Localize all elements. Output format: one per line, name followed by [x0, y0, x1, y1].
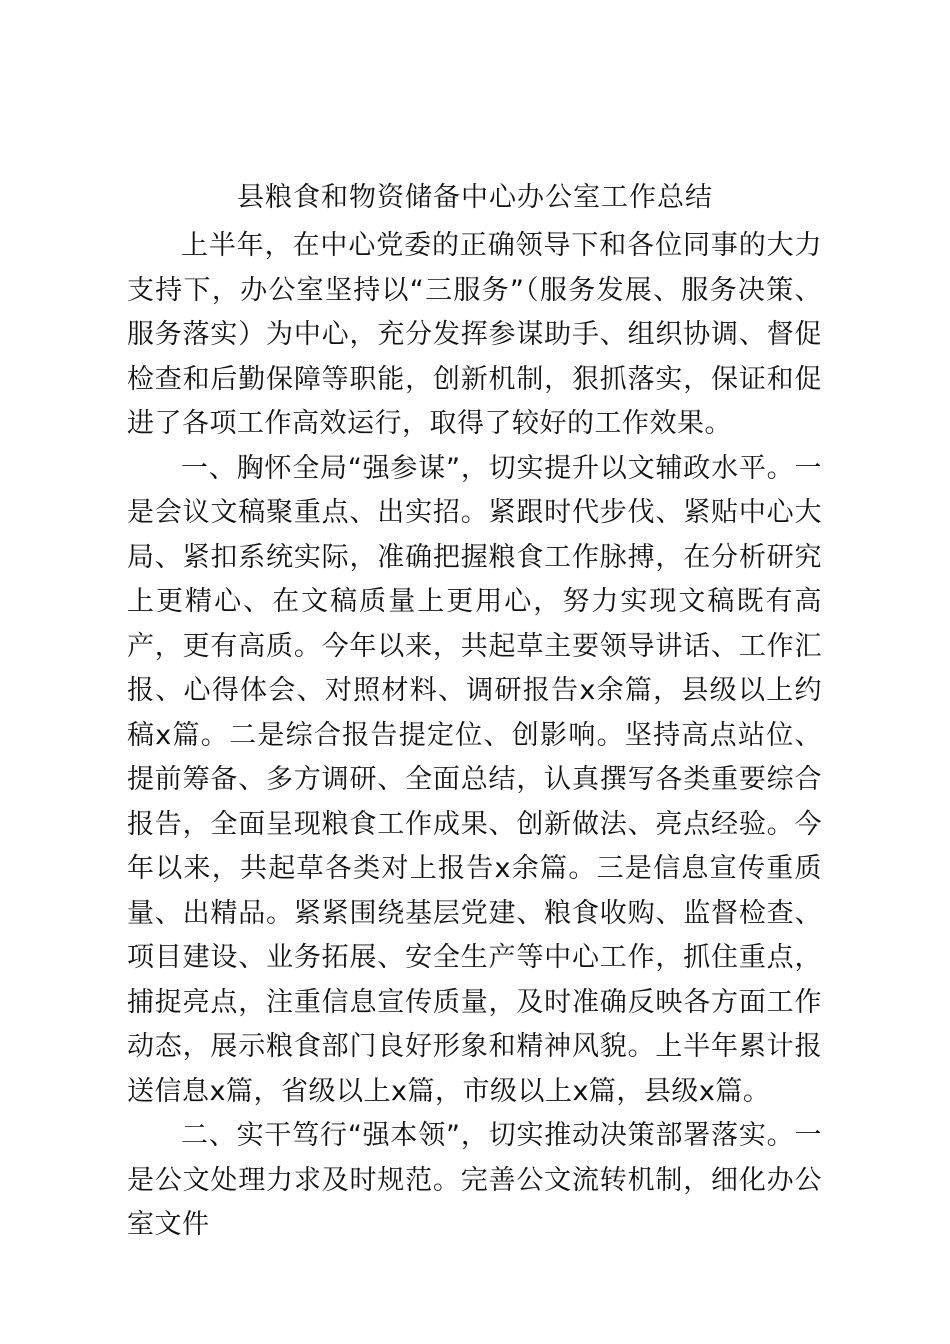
paragraph-intro: 上半年，在中心党委的正确领导下和各位同事的大力支持下，办公室坚持以“三服务”（服务发展、服务决策、服务落实）为中心，充分发挥参谋助手、组织协调、督促检查和后勤保障等职能，创新机制，狠抓落实，保证和促进了各项工作高效运行，取得了较好的工作效果。: [127, 230, 822, 439]
document-title: 县粮食和物资储备中心办公室工作总结: [237, 182, 713, 213]
document-body: [127, 224, 822, 1248]
paragraph-section-two: 二、实干笃行“强本领”，切实推动决策部署落实。一是公文处理力求及时规范。完善公文流转机制，细化办公室文件: [127, 1120, 822, 1240]
paragraph-section-one: 一、胸怀全局“强参谋”，切实提升以文辅政水平。一是会议文稿聚重点、出实招。紧跟时代步伐、紧贴中心大局、紧扣系统实际，准确把握粮食工作脉搏，在分析研究上更精心、在文稿质量上更用心，努力实现文稿既有高产，更有高质。今年以来，共起草主要领导讲话、工作汇报、心得体会、对照材料、调研报告x余篇，县级以上约稿x篇。二是综合报告提定位、创影响。坚持高点站位、提前筹备、多方调研、全面总结，认真撰写各类重要综合报告，全面呈现粮食工作成果、创新做法、亮点经验。今年以来，共起草各类对上报告x余篇。三是信息宣传重质量、出精品。紧紧围绕基层党建、粮食收购、监督检查、项目建设、业务拓展、安全生产等中心工作，抓住重点，捕捉亮点，注重信息宣传质量，及时准确反映各方面工作动态，展示粮食部门良好形象和精神风貌。上半年累计报送信息x篇，省级以上x篇，市级以上x篇，县级x篇。: [127, 452, 822, 1107]
